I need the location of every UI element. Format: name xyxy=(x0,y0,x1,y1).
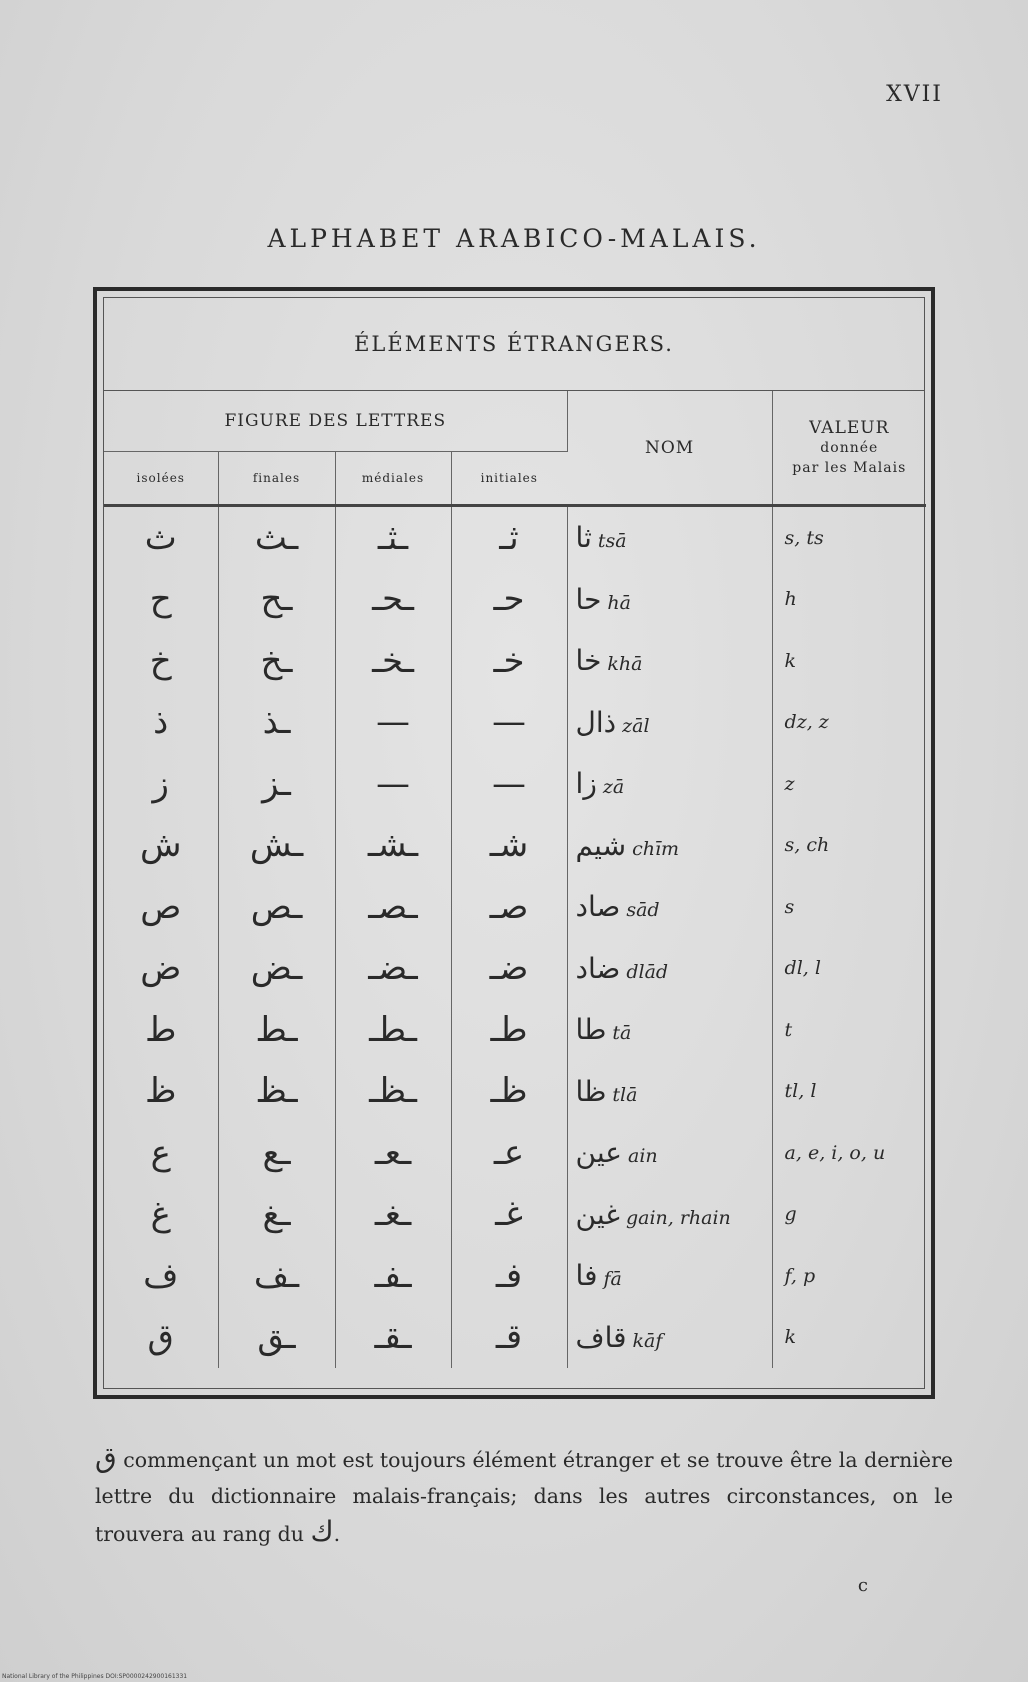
nom-transliteration: kāf xyxy=(632,1329,663,1352)
nom-arabic: شيم xyxy=(575,828,627,862)
nom-transliteration: tsā xyxy=(597,530,627,553)
nom-transliteration: ain xyxy=(628,1145,658,1168)
footnote xyxy=(95,1440,953,1552)
nom-transliteration: sād xyxy=(626,899,660,922)
cell-valeur: s, ts xyxy=(784,526,824,549)
table-row xyxy=(104,506,926,569)
cell-finale: ـح xyxy=(218,569,335,631)
cell-isolee: ذ xyxy=(104,692,218,754)
cell-nom xyxy=(567,630,772,692)
cell-finale: ـش xyxy=(218,815,335,877)
nom-arabic: صاد xyxy=(575,890,621,924)
cell-valeur: dz, z xyxy=(784,711,829,734)
signature-mark: c xyxy=(857,1575,868,1596)
cell-mediale: ـظـ xyxy=(335,1061,451,1123)
nom-arabic: قاف xyxy=(575,1320,627,1354)
nom-transliteration: chīm xyxy=(632,837,680,860)
nom-transliteration: khā xyxy=(607,653,643,676)
table-row xyxy=(104,815,926,877)
header-valeur-line2: donnée xyxy=(820,439,879,456)
cell-mediale: ـطـ xyxy=(335,999,451,1061)
cell-nom xyxy=(567,753,772,815)
cell-mediale: — xyxy=(335,692,451,754)
cell-isolee: غ xyxy=(104,1184,218,1246)
note-text-1: commençant un mot est toujours élément étranger et se trouve être la dernière lettre du dictionnaire malais-français; dans les autres circonstances, on le trouvera au rang du xyxy=(95,1448,953,1546)
library-footer: National Library of the Philippines DOI:SP0000242900161331 xyxy=(2,1673,188,1680)
note-letter-qaf: ق xyxy=(95,1441,117,1474)
cell-valeur: h xyxy=(784,588,797,611)
cell-mediale: ـعـ xyxy=(335,1122,451,1184)
header-mediales: médiales xyxy=(335,452,451,506)
cell-finale: ـط xyxy=(218,999,335,1061)
cell-valeur: k xyxy=(784,649,797,672)
table-row xyxy=(104,938,926,1000)
cell-isolee: خ xyxy=(104,630,218,692)
cell-nom xyxy=(567,692,772,754)
cell-isolee: ح xyxy=(104,569,218,631)
cell-valeur: g xyxy=(784,1203,797,1226)
cell-finale: ـخ xyxy=(218,630,335,692)
cell-isolee: ص xyxy=(104,876,218,938)
header-figure: FIGURE DES LETTRES xyxy=(104,391,567,452)
cell-isolee: ز xyxy=(104,753,218,815)
alphabet-table-inner xyxy=(103,297,925,1389)
cell-finale: ـظ xyxy=(218,1061,335,1123)
header-valeur-line3: par les Malais xyxy=(792,459,907,476)
alphabet-table-frame xyxy=(93,287,935,1399)
table-row xyxy=(104,1245,926,1307)
nom-arabic: ذال xyxy=(575,705,617,739)
cell-nom xyxy=(567,1061,772,1123)
cell-initiale: عـ xyxy=(451,1122,567,1184)
cell-finale: ـص xyxy=(218,876,335,938)
cell-initiale: حـ xyxy=(451,569,567,631)
nom-transliteration: tā xyxy=(612,1022,632,1045)
nom-arabic: طا xyxy=(575,1013,607,1047)
cell-initiale: ظـ xyxy=(451,1061,567,1123)
nom-arabic: ثا xyxy=(575,521,592,555)
cell-nom xyxy=(567,815,772,877)
table-row xyxy=(104,999,926,1061)
nom-arabic: حا xyxy=(575,582,602,616)
cell-isolee: ق xyxy=(104,1307,218,1369)
header-valeur xyxy=(772,391,926,506)
cell-finale: ـغ xyxy=(218,1184,335,1246)
cell-nom xyxy=(567,876,772,938)
cell-finale: ـز xyxy=(218,753,335,815)
nom-arabic: فا xyxy=(575,1259,598,1293)
cell-nom xyxy=(567,938,772,1000)
cell-finale: ـق xyxy=(218,1307,335,1369)
cell-valeur: t xyxy=(784,1018,793,1041)
nom-transliteration: zā xyxy=(602,776,625,799)
cell-nom xyxy=(567,569,772,631)
nom-arabic: ظا xyxy=(575,1074,607,1108)
table-row xyxy=(104,630,926,692)
cell-initiale: — xyxy=(451,692,567,754)
cell-nom xyxy=(567,1307,772,1369)
nom-arabic: خا xyxy=(575,644,602,678)
note-letter-kaf: ك xyxy=(310,1515,334,1548)
header-isolees: isolées xyxy=(104,452,218,506)
cell-mediale: ـخـ xyxy=(335,630,451,692)
table-row xyxy=(104,1184,926,1246)
page-number: XVII xyxy=(886,82,943,107)
cell-mediale: — xyxy=(335,753,451,815)
cell-valeur: z xyxy=(784,772,795,795)
cell-initiale: ضـ xyxy=(451,938,567,1000)
cell-finale: ـث xyxy=(218,506,335,569)
nom-transliteration: gain, rhain xyxy=(625,1206,731,1229)
cell-initiale: غـ xyxy=(451,1184,567,1246)
table-row xyxy=(104,1122,926,1184)
cell-valeur: a, e, i, o, u xyxy=(784,1141,886,1164)
table-row xyxy=(104,569,926,631)
cell-mediale: ـفـ xyxy=(335,1245,451,1307)
section-title: ÉLÉMENTS ÉTRANGERS. xyxy=(104,298,924,391)
nom-transliteration: tlā xyxy=(612,1083,638,1106)
cell-initiale: شـ xyxy=(451,815,567,877)
nom-arabic: ضاد xyxy=(575,951,621,985)
table-row xyxy=(104,1061,926,1123)
cell-mediale: ـشـ xyxy=(335,815,451,877)
cell-nom xyxy=(567,1184,772,1246)
cell-mediale: ـغـ xyxy=(335,1184,451,1246)
alphabet-table-body xyxy=(104,506,926,1369)
alphabet-table xyxy=(104,391,926,1368)
cell-nom xyxy=(567,999,772,1061)
cell-initiale: صـ xyxy=(451,876,567,938)
cell-initiale: خـ xyxy=(451,630,567,692)
cell-mediale: ـحـ xyxy=(335,569,451,631)
header-finales: finales xyxy=(218,452,335,506)
cell-valeur: tl, l xyxy=(784,1080,817,1103)
cell-nom xyxy=(567,1122,772,1184)
page-title: ALPHABET ARABICO-MALAIS. xyxy=(267,224,761,253)
cell-mediale: ـضـ xyxy=(335,938,451,1000)
nom-transliteration: hā xyxy=(607,591,631,614)
cell-mediale: ـقـ xyxy=(335,1307,451,1369)
table-row xyxy=(104,753,926,815)
nom-arabic: زا xyxy=(575,767,597,801)
nom-arabic: عين xyxy=(575,1136,623,1170)
cell-isolee: ش xyxy=(104,815,218,877)
cell-mediale: ـثـ xyxy=(335,506,451,569)
cell-initiale: قـ xyxy=(451,1307,567,1369)
table-row xyxy=(104,692,926,754)
note-text-2: . xyxy=(333,1522,341,1546)
cell-valeur: k xyxy=(784,1326,797,1349)
cell-initiale: ثـ xyxy=(451,506,567,569)
nom-transliteration: zāl xyxy=(622,714,650,737)
cell-finale: ـذ xyxy=(218,692,335,754)
cell-nom xyxy=(567,1245,772,1307)
cell-finale: ـع xyxy=(218,1122,335,1184)
table-row xyxy=(104,876,926,938)
nom-transliteration: fā xyxy=(603,1268,622,1291)
cell-finale: ـض xyxy=(218,938,335,1000)
cell-valeur: dl, l xyxy=(784,957,821,980)
header-initiales: initiales xyxy=(451,452,567,506)
cell-isolee: ض xyxy=(104,938,218,1000)
nom-transliteration: dlād xyxy=(626,960,669,983)
cell-isolee: ط xyxy=(104,999,218,1061)
cell-valeur: s, ch xyxy=(784,834,830,857)
header-nom: NOM xyxy=(567,391,772,506)
nom-arabic: غين xyxy=(575,1197,620,1231)
cell-mediale: ـصـ xyxy=(335,876,451,938)
cell-isolee: ع xyxy=(104,1122,218,1184)
table-row xyxy=(104,1307,926,1369)
cell-isolee: ف xyxy=(104,1245,218,1307)
cell-finale: ـف xyxy=(218,1245,335,1307)
cell-initiale: فـ xyxy=(451,1245,567,1307)
cell-initiale: — xyxy=(451,753,567,815)
cell-valeur: s xyxy=(784,895,795,918)
cell-isolee: ث xyxy=(104,506,218,569)
cell-valeur: f, p xyxy=(784,1264,816,1287)
cell-nom xyxy=(567,506,772,569)
header-valeur-line1: VALEUR xyxy=(809,417,890,438)
cell-isolee: ظ xyxy=(104,1061,218,1123)
cell-initiale: طـ xyxy=(451,999,567,1061)
